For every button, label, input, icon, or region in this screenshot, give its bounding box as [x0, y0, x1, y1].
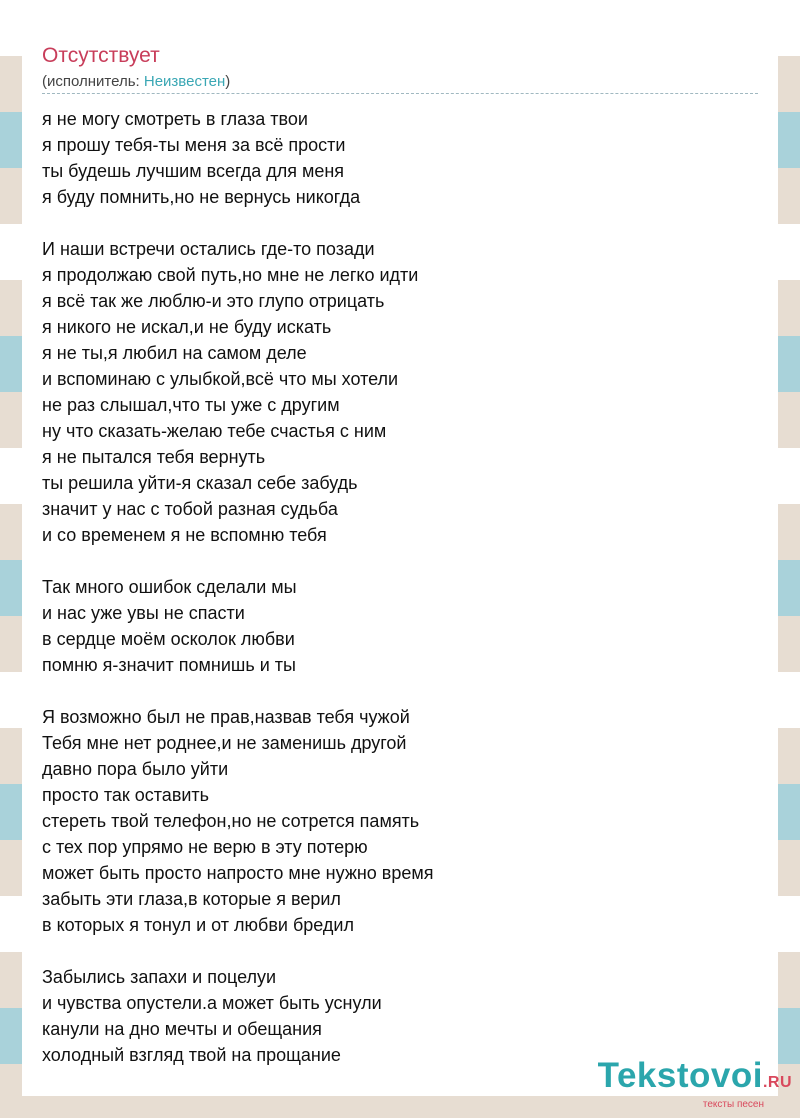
lyrics-line: Забылись запахи и поцелуи: [42, 967, 277, 987]
lyrics-line: И наши встречи остались где-то позади: [42, 239, 375, 259]
lyrics-line: и вспоминаю с улыбкой,всё что мы хотели: [42, 369, 399, 389]
title-divider: [42, 93, 758, 94]
lyrics-line: значит у нас с тобой разная судьба: [42, 499, 338, 519]
lyrics-line: ты будешь лучшим всегда для меня: [42, 161, 345, 181]
lyrics-line: помню я-значит помнишь и ты: [42, 655, 296, 675]
lyrics-line: Так много ошибок сделали мы: [42, 577, 297, 597]
lyrics-line: канули на дно мечты и обещания: [42, 1019, 322, 1039]
lyrics-stanza: [42, 236, 742, 548]
lyrics-line: я никого не искал,и не буду искать: [42, 317, 332, 337]
lyrics-stanza: [42, 964, 742, 1068]
lyrics-line: в которых я тонул и от любви бредил: [42, 915, 354, 935]
lyrics-stanza: [42, 704, 742, 938]
lyrics-line: с тех пор упрямо не верю в эту потерю: [42, 837, 368, 857]
lyrics-line: холодный взгляд твой на прощание: [42, 1045, 341, 1065]
lyrics-line: я продолжаю свой путь,но мне не легко идти: [42, 265, 419, 285]
lyrics-line: и со временем я не вспомню тебя: [42, 525, 327, 545]
lyrics-line: стереть твой телефон,но не сотрется память: [42, 811, 420, 831]
song-title: Отсутствует: [42, 44, 160, 67]
lyrics-line: я всё так же люблю-и это глупо отрицать: [42, 291, 385, 311]
lyrics-stanza: [42, 574, 742, 678]
logo-tld: .RU: [762, 1074, 792, 1091]
lyrics-line: ну что сказать-желаю тебе счастья с ним: [42, 421, 387, 441]
lyrics-line: я не ты,я любил на самом деле: [42, 343, 307, 363]
lyrics-line: я прошу тебя-ты меня за всё прости: [42, 135, 346, 155]
lyrics-line: может быть просто напросто мне нужно время: [42, 863, 434, 883]
logo-name: Tekstovoi: [597, 1056, 763, 1095]
lyrics-line: забыть эти глаза,в которые я верил: [42, 889, 341, 909]
lyrics-line: не раз слышал,что ты уже с другим: [42, 395, 340, 415]
performer-prefix: (исполнитель:: [42, 73, 144, 90]
lyrics-line: давно пора было уйти: [42, 759, 229, 779]
lyrics-line: Я возможно был не прав,назвав тебя чужой: [42, 707, 410, 727]
lyrics-line: и чувства опустели.а может быть уснули: [42, 993, 382, 1013]
lyrics-line: я не могу смотреть в глаза твои: [42, 109, 308, 129]
lyrics-sheet: [22, 28, 778, 1096]
performer-suffix: ): [225, 73, 231, 90]
lyrics-line: в сердце моём осколок любви: [42, 629, 295, 649]
lyrics-line: я не пытался тебя вернуть: [42, 447, 266, 467]
lyrics-stanza: [42, 106, 742, 210]
lyrics-text: [42, 106, 742, 1094]
performer-line: [42, 73, 230, 90]
lyrics-line: Тебя мне нет роднее,и не заменишь другой: [42, 733, 407, 753]
logo-tagline: тексты песен: [702, 1099, 764, 1110]
lyrics-line: просто так оставить: [42, 785, 210, 805]
lyrics-line: и нас уже увы не спасти: [42, 603, 245, 623]
lyrics-line: ты решила уйти-я сказал себе забудь: [42, 473, 358, 493]
site-logo[interactable]: [598, 1058, 792, 1110]
performer-link[interactable]: Неизвестен: [143, 73, 226, 90]
lyrics-line: я буду помнить,но не вернусь никогда: [42, 187, 361, 207]
